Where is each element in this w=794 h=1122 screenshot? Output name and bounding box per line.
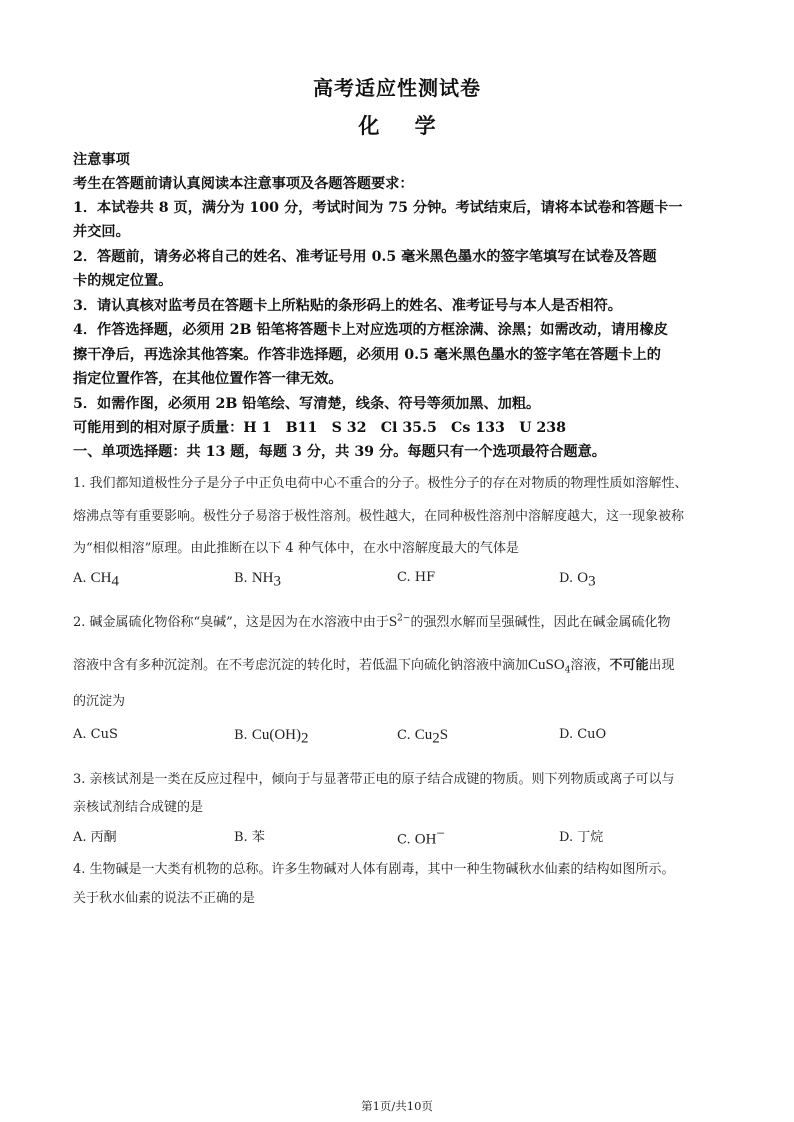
- notice-heading: 注意事项: [73, 152, 130, 168]
- option-b: B. $NH_3$: [234, 570, 281, 590]
- option-a: A. 丙酮: [73, 830, 117, 845]
- question-3-text: 亲核试剂结合成键的是: [73, 800, 204, 815]
- notice-item: 并交回。: [73, 224, 130, 240]
- option-c: C. HF: [397, 570, 436, 585]
- notice-item: 指定位置作答，在其他位置作答一律无效。: [73, 371, 343, 387]
- question-4-text: 4. 生物碱是一大类有机物的总称。许多生物碱对人体有剧毒，其中一种生物碱秋水仙素的结构如图所示。: [73, 862, 675, 877]
- question-4-text: 关于秋水仙素的说法不正确的是: [73, 891, 256, 906]
- section-heading: 一、单项选择题：共 13 题，每题 3 分，共 39 分。每题只有一个选项最符合题意。: [73, 444, 606, 460]
- option-b: B. $Cu(OH)_2$: [234, 727, 309, 747]
- notice-item: 卡的规定位置。: [73, 273, 173, 289]
- option-b: B. 苯: [234, 830, 265, 845]
- exam-title: 高考适应性测试卷: [313, 76, 481, 100]
- option-a: A. CuS: [73, 727, 118, 742]
- option-c: C. $Cu_2S$: [397, 727, 449, 747]
- option-c: C. OH−: [397, 826, 445, 848]
- notice-item: 擦干净后，再选涂其他答案。作答非选择题，必须用 0.5 毫米黑色墨水的签字笔在答题卡上的: [73, 347, 661, 363]
- question-1-options: [73, 570, 723, 592]
- notice-intro: 考生在答题前请认真阅读本注意事项及各题答题要求：: [73, 176, 414, 192]
- option-d: D. $O_3$: [559, 570, 596, 590]
- question-3-options: [73, 826, 723, 848]
- notice-item: 1．本试卷共 8 页，满分为 100 分，考试时间为 75 分钟。考试结束后，请将本试卷和答题卡一: [73, 200, 683, 216]
- question-1-text: 熔沸点等有重要影响。极性分子易溶于极性溶剂。极性越大，在同种极性溶剂中溶解度越大，这一现象被称: [73, 509, 685, 524]
- question-2-text: 溶液中含有多种沉淀剂。在不考虑沉淀的转化时，若低温下向硫化钠溶液中滴加CuSO$_4$溶液，不可能出现: [73, 657, 675, 676]
- option-d: D. 丁烷: [559, 830, 604, 845]
- question-1-text: 为“相似相溶”原理。由此推断在以下 4 种气体中，在水中溶解度最大的气体是: [73, 541, 519, 556]
- question-2-options: [73, 727, 723, 749]
- question-2-text: 2. 碱金属硫化物俗称“臭碱”，这是因为在水溶液中由于$S^{2-}$的强烈水解而呈强碱性，因此在碱金属硫化物: [73, 613, 671, 630]
- page-number: 第1页/共10页: [361, 1099, 433, 1113]
- subject-title: 化 学: [358, 113, 450, 138]
- question-2-text: 的沉淀为: [73, 694, 126, 709]
- question-1-text: 1. 我们都知道极性分子是分子中正负电荷中心不重合的分子。极性分子的存在对物质的物理性质如溶解性、: [73, 476, 688, 491]
- atomic-masses: 可能用到的相对原子质量：H 1 B11 S 32 Cl 35.5 Cs 133 U 238: [73, 420, 567, 436]
- notice-item: 4．作答选择题，必须用 2B 铅笔将答题卡上对应选项的方框涂满、涂黑；如需改动，请用橡皮: [73, 322, 668, 338]
- notice-item: 3．请认真核对监考员在答题卡上所粘贴的条形码上的姓名、准考证号与本人是否相符。: [73, 298, 622, 314]
- option-d: D. CuO: [559, 727, 607, 742]
- notice-item: 2．答题前，请务必将自己的姓名、准考证号用 0.5 毫米黑色墨水的签字笔填写在试卷及答题: [73, 249, 657, 265]
- question-3-text: 3. 亲核试剂是一类在反应过程中，倾向于与显著带正电的原子结合成键的物质。则下列物质或离子可以与: [73, 772, 675, 787]
- option-a: A. $CH_4$: [73, 570, 120, 590]
- notice-item: 5．如需作图，必须用 2B 铅笔绘、写清楚，线条、符号等须加黑、加粗。: [73, 396, 541, 412]
